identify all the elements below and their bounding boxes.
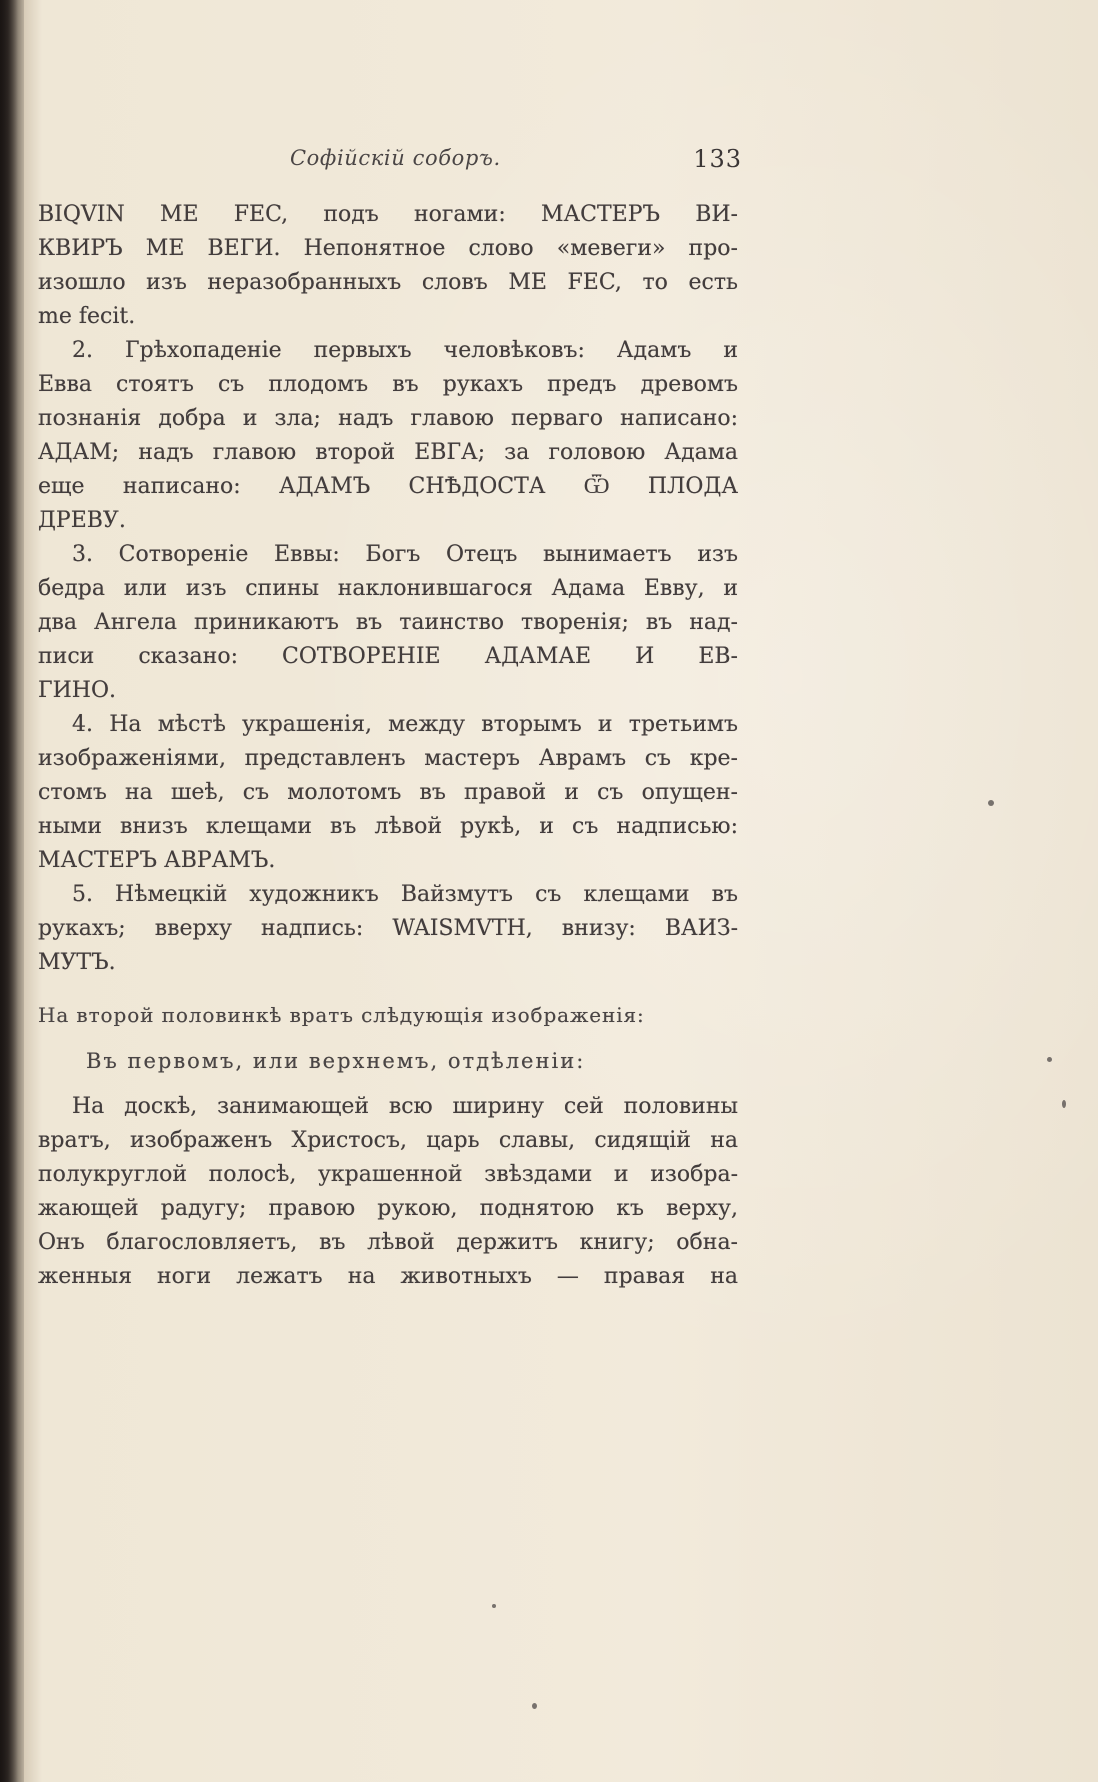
book-spine-shadow: [0, 0, 24, 1782]
text-line-22: рукахъ; вверху надпись: WAISMVTH, внизу: ВАИЗ-: [38, 916, 738, 941]
text-line-14: писи сказано: СОТВОРЕНІЕ АДАМАЕ И ЕВ-: [38, 644, 738, 669]
subsection-spacing: [38, 1032, 738, 1044]
paper-speck: [492, 1604, 496, 1608]
text-line-3: изошло изъ неразобранныхъ словъ ME FEC, то есть: [38, 270, 738, 295]
text-line-28: полукруглой полосѣ, украшенной звѣздами и изобра-: [38, 1162, 738, 1187]
text-line-17: изображеніями, представленъ мастеръ Аврамъ съ кре-: [38, 746, 738, 771]
text-line-29: жающей радугу; правою рукою, поднятою къ верху,: [38, 1196, 738, 1221]
text-line-26: На доскѣ, занимающей всю ширину сей половины: [72, 1094, 738, 1119]
text-line-19: ными внизъ клещами въ лѣвой рукѣ, и съ надписью:: [38, 814, 738, 839]
text-line-7: познанія добра и зла; надъ главою перваго написано:: [38, 406, 738, 431]
text-line-13: два Ангела приникаютъ въ таинство творенія; въ над-: [38, 610, 738, 635]
paper-speck: [1047, 1057, 1052, 1062]
section-heading: На второй половинкѣ вратъ слѣдующія изображенія:: [38, 1003, 645, 1027]
text-line-8: АДАМ; надъ главою второй ЕВГА; за головою Адама: [38, 440, 738, 465]
paragraph-spacing: [38, 1078, 738, 1090]
text-line-4: me fecit.: [38, 304, 136, 329]
text-line-12: бедра или изъ спины наклонившагося Адама Евву, и: [38, 576, 738, 601]
text-line-23: МУТЪ.: [38, 950, 116, 975]
running-head: [290, 146, 742, 180]
text-line-9: еще написано: АДАМЪ СНѢДОСТА Ѿ ПЛОДА: [38, 474, 738, 499]
paper-speck: [988, 800, 994, 806]
text-line-1: ВIQVIN ME FEC, подъ ногами: МАСТЕРЪ ВИ-: [38, 202, 738, 227]
text-line-27: вратъ, изображенъ Христосъ, царь славы, сидящій на: [38, 1128, 738, 1153]
page-text: [38, 198, 738, 1294]
text-line-20: МАСТЕРЪ АВРАМЪ.: [38, 848, 276, 873]
paper-speck: [1062, 1100, 1066, 1108]
page-number: 133: [693, 145, 742, 173]
text-line-30: Онъ благословляетъ, въ лѣвой держитъ книгу; обна-: [38, 1230, 738, 1255]
text-line-10: ДРЕВУ.: [38, 508, 126, 533]
subsection-heading: Въ первомъ, или верхнемъ, отдѣленіи:: [86, 1049, 586, 1073]
text-line-2: КВИРЪ МЕ ВЕГИ. Непонятное слово «мевеги» про-: [38, 236, 738, 261]
text-line-6: Евва стоятъ съ плодомъ въ рукахъ предъ древомъ: [38, 372, 738, 397]
text-line-16: 4. На мѣстѣ украшенія, между вторымъ и третьимъ: [72, 712, 738, 737]
text-line-11: 3. Сотвореніе Еввы: Богъ Отецъ вынимаетъ изъ: [72, 542, 738, 567]
paper-speck: [532, 1703, 537, 1709]
running-title: Софійскій соборъ.: [290, 146, 501, 170]
text-line-31: женныя ноги лежатъ на животныхъ — правая на: [38, 1264, 738, 1289]
text-line-15: ГИНО.: [38, 678, 116, 703]
section-spacing: [38, 980, 738, 998]
text-line-5: 2. Грѣхопаденіе первыхъ человѣковъ: Адамъ и: [72, 338, 738, 363]
text-line-21: 5. Нѣмецкій художникъ Вайзмутъ съ клещами въ: [72, 882, 738, 907]
text-line-18: стомъ на шеѣ, съ молотомъ въ правой и съ опущен-: [38, 780, 738, 805]
